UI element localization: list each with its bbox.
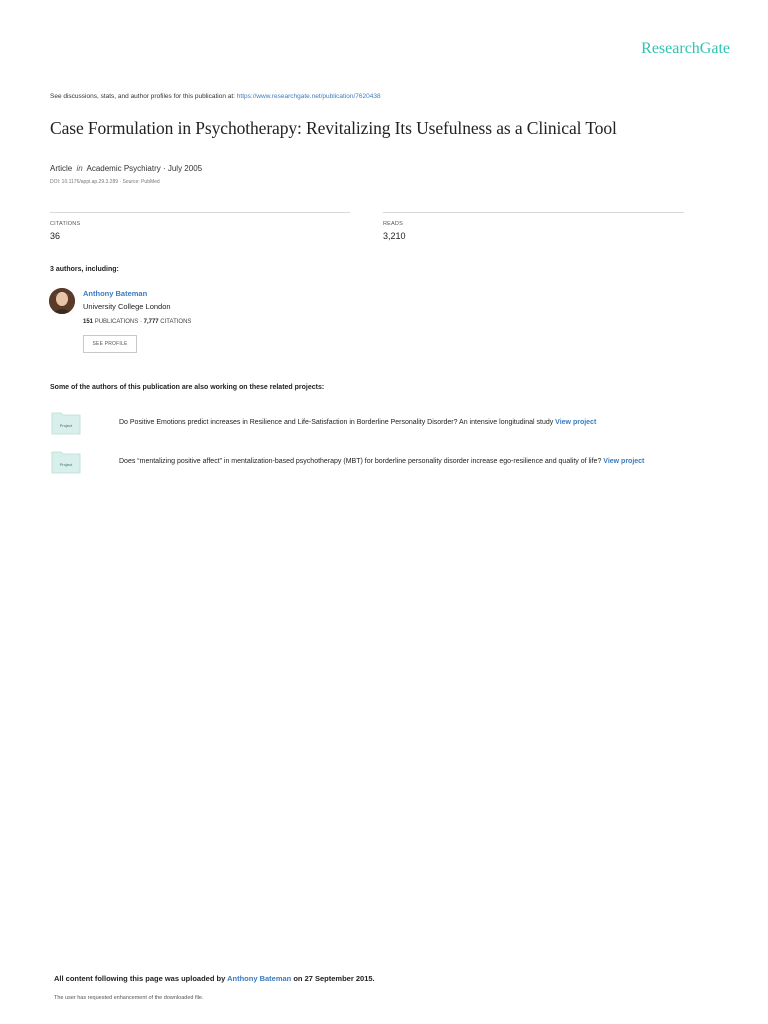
project-icon-label-0: Project [59,423,73,428]
upload-suffix: on 27 September 2015. [291,974,375,983]
author-citations-label: CITATIONS [160,319,192,325]
project-title: Do Positive Emotions predict increases in Resilience and Life-Satisfaction in Borderline Personality Disorder? An intensive longitudinal study [119,419,556,426]
enhancement-note: The user has requested enhancement of the downloaded file. [54,995,204,1001]
citations-label: CITATIONS [50,221,81,227]
doi-line: DOI: 10.1176/appi.ap.29.3.289 · Source: PubMed [50,179,160,185]
publication-date: · July 2005 [162,164,203,173]
reads-divider [383,212,684,213]
meta-in: in [76,164,83,173]
folder-icon [51,451,81,474]
intro-line [50,93,381,100]
reads-value: 3,210 [383,231,406,241]
related-project-item [119,419,596,426]
avatar[interactable] [49,288,75,314]
author-publications-label: PUBLICATIONS [94,319,139,325]
author-citations-count: 7,777 [143,319,159,325]
view-project-link[interactable]: View project [603,458,645,465]
upload-note [54,974,375,983]
publication-meta [50,164,202,173]
author-institution: University College London [83,302,171,311]
author-name-link[interactable]: Anthony Bateman [83,289,148,298]
authors-heading: 3 authors, including: [50,266,119,273]
project-icon-label-1: Project [59,462,73,467]
uploader-link[interactable]: Anthony Bateman [227,974,292,983]
related-projects-heading: Some of the authors of this publication are also working on these related projects: [50,384,325,391]
intro-text: See discussions, stats, and author profiles for this publication at: [50,93,237,100]
project-folder-icon[interactable] [51,412,81,435]
journal-name[interactable]: Academic Psychiatry [86,164,161,173]
folder-icon [51,412,81,435]
publication-url-link[interactable]: https://www.researchgate.net/publication/7620438 [236,93,381,100]
author-stats [83,319,191,325]
citations-value: 36 [50,231,61,241]
project-title: Does “mentalizing positive affect” in mentalization-based psychotherapy (MBT) for borderline personality disorder increase ego-resilience and quality of life? [119,458,604,465]
view-project-link[interactable]: View project [555,419,597,426]
related-project-item [119,458,644,465]
author-photo-icon [49,288,75,314]
citations-divider [50,212,350,213]
upload-prefix: All content following this page was uploaded by [54,974,228,983]
project-folder-icon[interactable] [51,451,81,474]
see-profile-button[interactable]: SEE PROFILE [83,335,137,353]
researchgate-logo[interactable]: ResearchGate [641,40,730,57]
author-publications-count: 151 [83,319,94,325]
page-title: Case Formulation in Psychotherapy: Revitalizing Its Usefulness as a Clinical Tool [50,118,617,138]
reads-label: READS [383,221,403,227]
publication-type: Article [50,164,73,173]
author-stats-separator: · [139,319,142,325]
